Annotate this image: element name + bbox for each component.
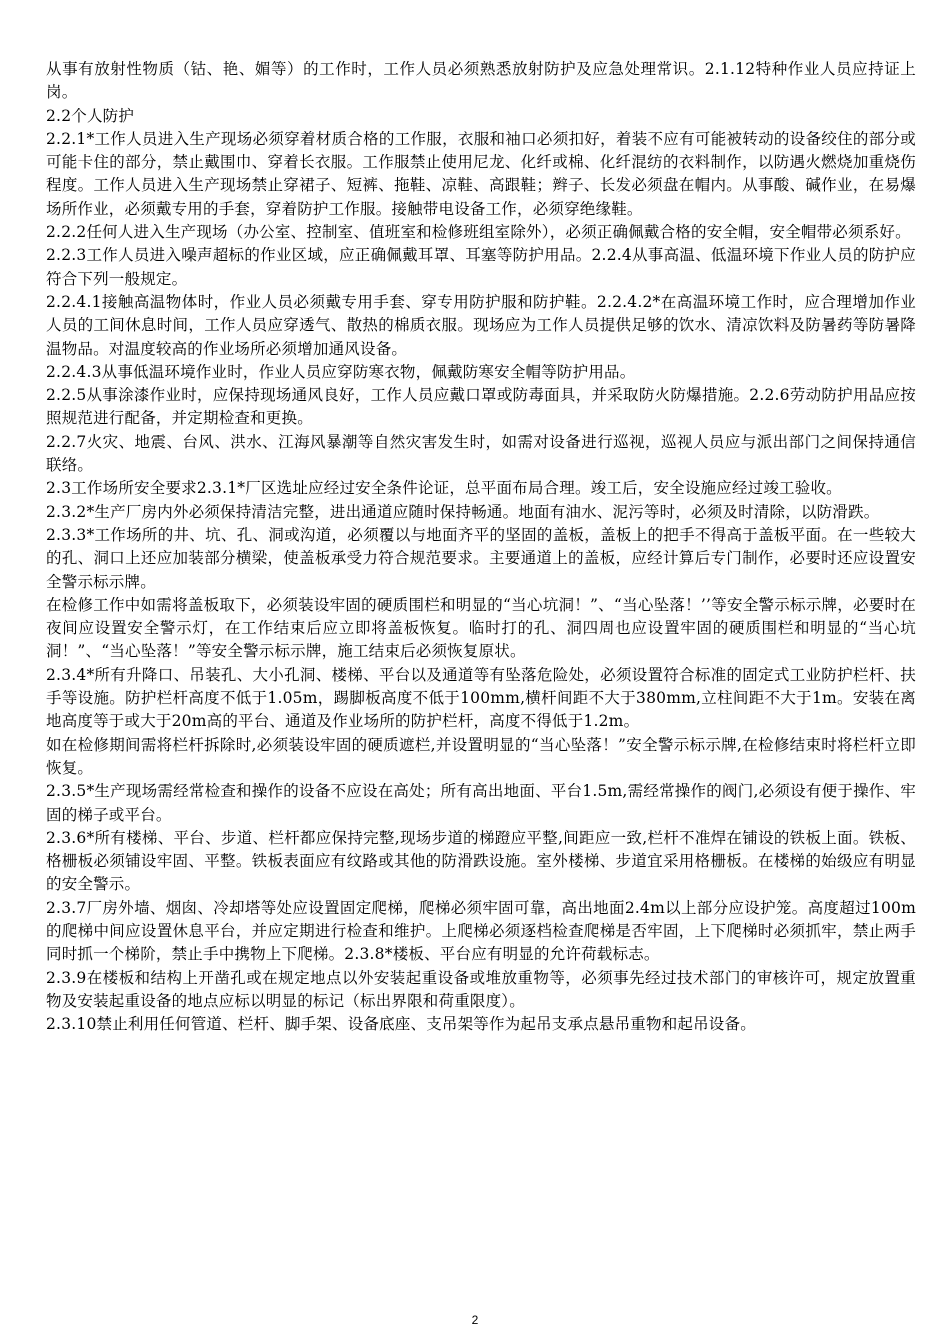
paragraph: 2.3.5*生产现场需经常检查和操作的设备不应设在高处；所有高出地面、平台1.5m,需经常操作的阀门,必须设有便于操作、牢固的梯子或平台。 — [46, 782, 916, 824]
paragraph: 2.2.5从事涂漆作业时，应保持现场通风良好，工作人员应戴口罩或防毒面具，并采取防火防爆措施。2.2.6劳动防护用品应按照规范进行配备，并定期检查和更换。 — [46, 386, 916, 428]
paragraph: 从事有放射性物质（钴、艳、媚等）的工作时，工作人员必须熟悉放射防护及应急处理常识。2.1.12特种作业人员应持证上岗。 — [46, 60, 916, 102]
paragraph: 2.2.3工作人员进入噪声超标的作业区域，应正确佩戴耳罩、耳塞等防护用品。2.2.4从事高温、低温环境下作业人员的防护应符合下列一般规定。 — [46, 246, 916, 288]
paragraph: 2.3.3*工作场所的井、坑、孔、洞或沟道，必须覆以与地面齐平的坚固的盖板，盖板上的把手不得高于盖板平面。在一些较大的孔、洞口上还应加装部分横梁，使盖板承受力符合规范要求。主要通道上的盖板，应经计算后专门制作，必要时还应设置安全警示标示牌。 — [46, 525, 916, 591]
paragraph: 2.3.4*所有升降口、吊装孔、大小孔洞、楼梯、平台以及通道等有坠落危险处，必须设置符合标准的固定式工业防护栏杆、扶手等设施。防护栏杆高度不低于1.05m，踢脚板高度不低于100mm,横杆间距不大于380mm,立柱间距不大于1m。安装在离地高度等于或大于20m高的平台、通道及作业场所的防护栏杆，高度不得低于1.2m。 — [46, 665, 916, 731]
paragraph: 2.2.4.1接触高温物体时，作业人员必须戴专用手套、穿专用防护服和防护鞋。2.2.4.2*在高温环境工作时，应合理增加作业人员的工间休息时间，工作人员应穿透气、散热的棉质衣服。现场应为工作人员提供足够的饮水、清凉饮料及防暑药等防暑降温物品。对温度较高的作业场所必须增加通风设备。 — [46, 292, 916, 358]
paragraph: 2.2.4.3从事低温环境作业时，作业人员应穿防寒衣物，佩戴防寒安全帽等防护用品。 — [46, 362, 636, 381]
paragraph: 如在检修期间需将栏杆拆除时,必须装设牢固的硬质遮栏,并设置明显的“当心坠落！”安全警示标示牌,在检修结束时将栏杆立即恢复。 — [46, 735, 916, 777]
body-text — [46, 58, 916, 1036]
paragraph: 2.3工作场所安全要求2.3.1*厂区选址应经过安全条件论证，总平面布局合理。竣工后，安全设施应经过竣工验收。 — [46, 479, 842, 498]
page-number: 2 — [471, 1313, 479, 1327]
paragraph: 2.3.6*所有楼梯、平台、步道、栏杆都应保持完整,现场步道的梯蹬应平整,间距应一致,栏杆不准焊在铺设的铁板上面。铁板、格栅板必须铺设牢固、平整。铁板表面应有纹路或其他的防滑跌设施。室外楼梯、步道宜采用格栅板。在楼梯的始级应有明显的安全警示。 — [46, 828, 916, 894]
paragraph: 2.3.9在楼板和结构上开凿孔或在规定地点以外安装起重设备或堆放重物等，必须事先经过技术部门的审核许可，规定放置重物及安装起重设备的地点应标以明显的标记（标出界限和荷重限度）。 — [46, 968, 916, 1010]
paragraph: 2.2.7火灾、地震、台风、洪水、江海风暴潮等自然灾害发生时，如需对设备进行巡视，巡视人员应与派出部门之间保持通信联络。 — [46, 432, 916, 475]
paragraph: 2.2.2任何人进入生产现场（办公室、控制室、值班室和检修班组室除外），必须正确佩戴合格的安全帽，安全帽带必须系好。 — [46, 223, 911, 242]
paragraph: 在检修工作中如需将盖板取下，必须装设牢固的硬质围栏和明显的“当心坑洞！”、“当心坠落！’’等安全警示标示牌，必要时在夜间应设置安全警示灯，在工作结束后应立即将盖板恢复。临时打的孔、洞四周也应设置牢固的硬质围栏和明显的“当心坑洞！”、“当心坠落！”等安全警示标示牌，施工结束后必须恢复原状。 — [46, 595, 916, 661]
paragraph: 2.3.7厂房外墙、烟囱、冷却塔等处应设置固定爬梯，爬梯必须牢固可靠，高出地面2.4m以上部分应设护笼。高度超过100m的爬梯中间应设置休息平台，并应定期进行检查和维护。上爬梯必须逐档检查爬梯是否牢固，上下爬梯时必须抓牢，禁止两手同时抓一个梯阶，禁止手中携物上下爬梯。2.3.8*楼板、平台应有明显的允许荷载标志。 — [46, 898, 916, 964]
paragraph: 2.3.10禁止利用任何管道、栏杆、脚手架、设备底座、支吊架等作为起吊支承点悬吊重物和起吊设备。 — [46, 1015, 756, 1034]
section-heading: 2.2个人防护 — [46, 106, 135, 125]
paragraph: 2.2.1*工作人员进入生产现场必须穿着材质合格的工作服，衣服和袖口必须扣好，着装不应有可能被转动的设备绞住的部分或可能卡住的部分，禁止戴围巾、穿着长衣服。工作服禁止使用尼龙、化纤或棉、化纤混纺的衣料制作，以防遇火燃烧加重烧伤程度。工作人员进入生产现场禁止穿裙子、短裤、拖鞋、凉鞋、高跟鞋；辫子、长发必须盘在帽内。从事酸、碱作业，在易爆场所作业，必须戴专用的手套，穿着防护工作服。接触带电设备工作，必须穿绝缘鞋。 — [46, 129, 916, 218]
paragraph: 2.3.2*生产厂房内外必须保持清洁完整，进出通道应随时保持畅通。地面有油水、泥污等时，必须及时清除，以防滑跌。 — [46, 502, 880, 521]
